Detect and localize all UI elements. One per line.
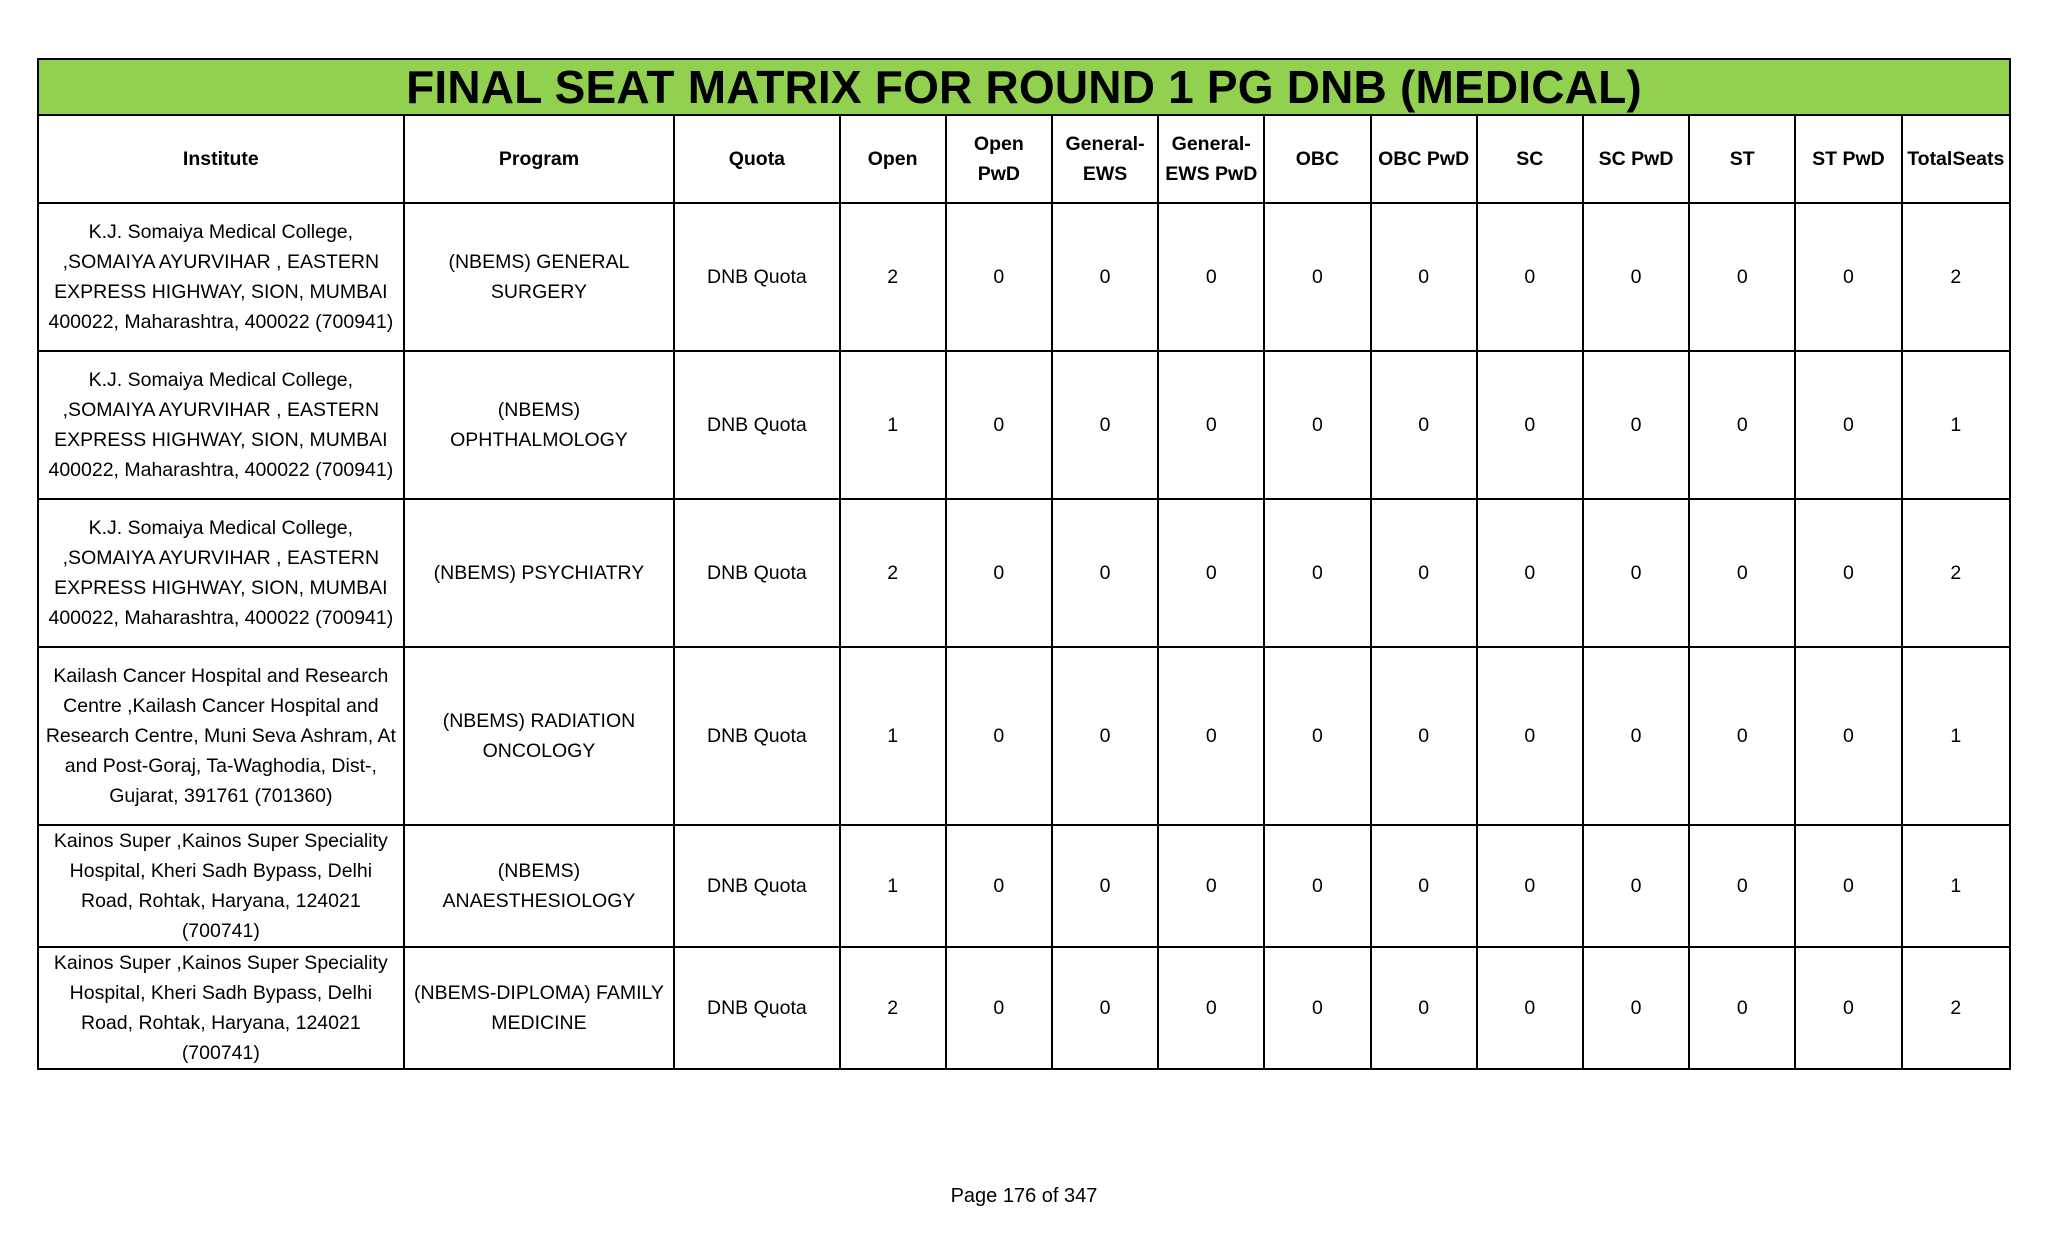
column-header-obc-pwd: OBC PwD — [1371, 115, 1477, 203]
total-seats-cell: 1 — [1902, 825, 2010, 947]
sc-pwd-cell: 0 — [1583, 499, 1689, 647]
general-ews-pwd-cell: 0 — [1158, 825, 1264, 947]
st-pwd-cell: 0 — [1795, 947, 1901, 1069]
quota-cell: DNB Quota — [674, 947, 839, 1069]
open-pwd-cell: 0 — [946, 203, 1052, 351]
institute-cell: K.J. Somaiya Medical College, ,SOMAIYA AYURVIHAR , EASTERN EXPRESS HIGHWAY, SION, MUMBAI 400022, Maharashtra, 400022 (700941) — [38, 499, 404, 647]
open-cell: 1 — [840, 647, 946, 825]
obc-cell: 0 — [1264, 825, 1370, 947]
obc-cell: 0 — [1264, 351, 1370, 499]
total-seats-cell: 2 — [1902, 203, 2010, 351]
institute-cell: Kailash Cancer Hospital and Research Centre ,Kailash Cancer Hospital and Research Centre, Muni Seva Ashram, At and Post-Goraj, Ta-Waghodia, Dist-, Gujarat, 391761 (701360) — [38, 647, 404, 825]
obc-pwd-cell: 0 — [1371, 203, 1477, 351]
obc-cell: 0 — [1264, 647, 1370, 825]
program-cell: (NBEMS) RADIATION ONCOLOGY — [404, 647, 675, 825]
column-header-quota: Quota — [674, 115, 839, 203]
table-row — [38, 203, 2010, 351]
general-ews-pwd-cell: 0 — [1158, 499, 1264, 647]
quota-cell: DNB Quota — [674, 647, 839, 825]
general-ews-cell: 0 — [1052, 947, 1158, 1069]
quota-cell: DNB Quota — [674, 203, 839, 351]
seat-matrix-table — [37, 58, 2011, 1070]
st-cell: 0 — [1689, 499, 1795, 647]
general-ews-cell: 0 — [1052, 499, 1158, 647]
general-ews-pwd-cell: 0 — [1158, 947, 1264, 1069]
st-pwd-cell: 0 — [1795, 647, 1901, 825]
sc-pwd-cell: 0 — [1583, 947, 1689, 1069]
institute-cell: K.J. Somaiya Medical College, ,SOMAIYA AYURVIHAR , EASTERN EXPRESS HIGHWAY, SION, MUMBAI 400022, Maharashtra, 400022 (700941) — [38, 203, 404, 351]
table-row — [38, 947, 2010, 1069]
institute-cell: K.J. Somaiya Medical College, ,SOMAIYA AYURVIHAR , EASTERN EXPRESS HIGHWAY, SION, MUMBAI 400022, Maharashtra, 400022 (700941) — [38, 351, 404, 499]
table-row — [38, 825, 2010, 947]
column-header-st-pwd: ST PwD — [1795, 115, 1901, 203]
st-cell: 0 — [1689, 203, 1795, 351]
obc-pwd-cell: 0 — [1371, 947, 1477, 1069]
open-cell: 2 — [840, 203, 946, 351]
column-header-sc-pwd: SC PwD — [1583, 115, 1689, 203]
general-ews-cell: 0 — [1052, 203, 1158, 351]
open-pwd-cell: 0 — [946, 351, 1052, 499]
program-cell: (NBEMS) GENERAL SURGERY — [404, 203, 675, 351]
sc-pwd-cell: 0 — [1583, 647, 1689, 825]
obc-pwd-cell: 0 — [1371, 351, 1477, 499]
st-pwd-cell: 0 — [1795, 825, 1901, 947]
page-title: FINAL SEAT MATRIX FOR ROUND 1 PG DNB (MEDICAL) — [38, 59, 2010, 115]
program-cell: (NBEMS-DIPLOMA) FAMILY MEDICINE — [404, 947, 675, 1069]
program-cell: (NBEMS) OPHTHALMOLOGY — [404, 351, 675, 499]
st-pwd-cell: 0 — [1795, 351, 1901, 499]
st-pwd-cell: 0 — [1795, 499, 1901, 647]
sc-cell: 0 — [1477, 647, 1583, 825]
total-seats-cell: 1 — [1902, 647, 2010, 825]
column-header-general-ews: General-EWS — [1052, 115, 1158, 203]
st-pwd-cell: 0 — [1795, 203, 1901, 351]
program-cell: (NBEMS) PSYCHIATRY — [404, 499, 675, 647]
seat-matrix-sheet — [37, 58, 2011, 1070]
column-header-obc: OBC — [1264, 115, 1370, 203]
program-cell: (NBEMS) ANAESTHESIOLOGY — [404, 825, 675, 947]
general-ews-cell: 0 — [1052, 351, 1158, 499]
general-ews-pwd-cell: 0 — [1158, 203, 1264, 351]
column-header-program: Program — [404, 115, 675, 203]
general-ews-pwd-cell: 0 — [1158, 647, 1264, 825]
page-number: Page 176 of 347 — [950, 1185, 1098, 1207]
sc-pwd-cell: 0 — [1583, 825, 1689, 947]
quota-cell: DNB Quota — [674, 351, 839, 499]
st-cell: 0 — [1689, 825, 1795, 947]
obc-pwd-cell: 0 — [1371, 647, 1477, 825]
column-header-open-pwd: Open PwD — [946, 115, 1052, 203]
sc-pwd-cell: 0 — [1583, 203, 1689, 351]
table-row — [38, 499, 2010, 647]
sc-cell: 0 — [1477, 947, 1583, 1069]
open-cell: 1 — [840, 825, 946, 947]
open-pwd-cell: 0 — [946, 499, 1052, 647]
open-pwd-cell: 0 — [946, 647, 1052, 825]
open-pwd-cell: 0 — [946, 947, 1052, 1069]
open-cell: 2 — [840, 499, 946, 647]
st-cell: 0 — [1689, 351, 1795, 499]
sc-pwd-cell: 0 — [1583, 351, 1689, 499]
sc-cell: 0 — [1477, 825, 1583, 947]
institute-cell: Kainos Super ,Kainos Super Speciality Hospital, Kheri Sadh Bypass, Delhi Road, Rohtak, Haryana, 124021 (700741) — [38, 825, 404, 947]
general-ews-pwd-cell: 0 — [1158, 351, 1264, 499]
institute-cell: Kainos Super ,Kainos Super Speciality Hospital, Kheri Sadh Bypass, Delhi Road, Rohtak, Haryana, 124021 (700741) — [38, 947, 404, 1069]
sc-cell: 0 — [1477, 203, 1583, 351]
column-header-sc: SC — [1477, 115, 1583, 203]
column-header-open: Open — [840, 115, 946, 203]
obc-pwd-cell: 0 — [1371, 825, 1477, 947]
obc-cell: 0 — [1264, 947, 1370, 1069]
quota-cell: DNB Quota — [674, 499, 839, 647]
total-seats-cell: 2 — [1902, 947, 2010, 1069]
column-header-st: ST — [1689, 115, 1795, 203]
obc-pwd-cell: 0 — [1371, 499, 1477, 647]
general-ews-cell: 0 — [1052, 825, 1158, 947]
column-header-general-ews-pwd: General-EWS PwD — [1158, 115, 1264, 203]
sc-cell: 0 — [1477, 499, 1583, 647]
st-cell: 0 — [1689, 947, 1795, 1069]
total-seats-cell: 2 — [1902, 499, 2010, 647]
open-cell: 1 — [840, 351, 946, 499]
column-header-institute: Institute — [38, 115, 404, 203]
table-row — [38, 647, 2010, 825]
table-row — [38, 351, 2010, 499]
column-header-total-seats: TotalSeats — [1902, 115, 2010, 203]
st-cell: 0 — [1689, 647, 1795, 825]
open-pwd-cell: 0 — [946, 825, 1052, 947]
open-cell: 2 — [840, 947, 946, 1069]
total-seats-cell: 1 — [1902, 351, 2010, 499]
general-ews-cell: 0 — [1052, 647, 1158, 825]
sc-cell: 0 — [1477, 351, 1583, 499]
obc-cell: 0 — [1264, 499, 1370, 647]
quota-cell: DNB Quota — [674, 825, 839, 947]
obc-cell: 0 — [1264, 203, 1370, 351]
